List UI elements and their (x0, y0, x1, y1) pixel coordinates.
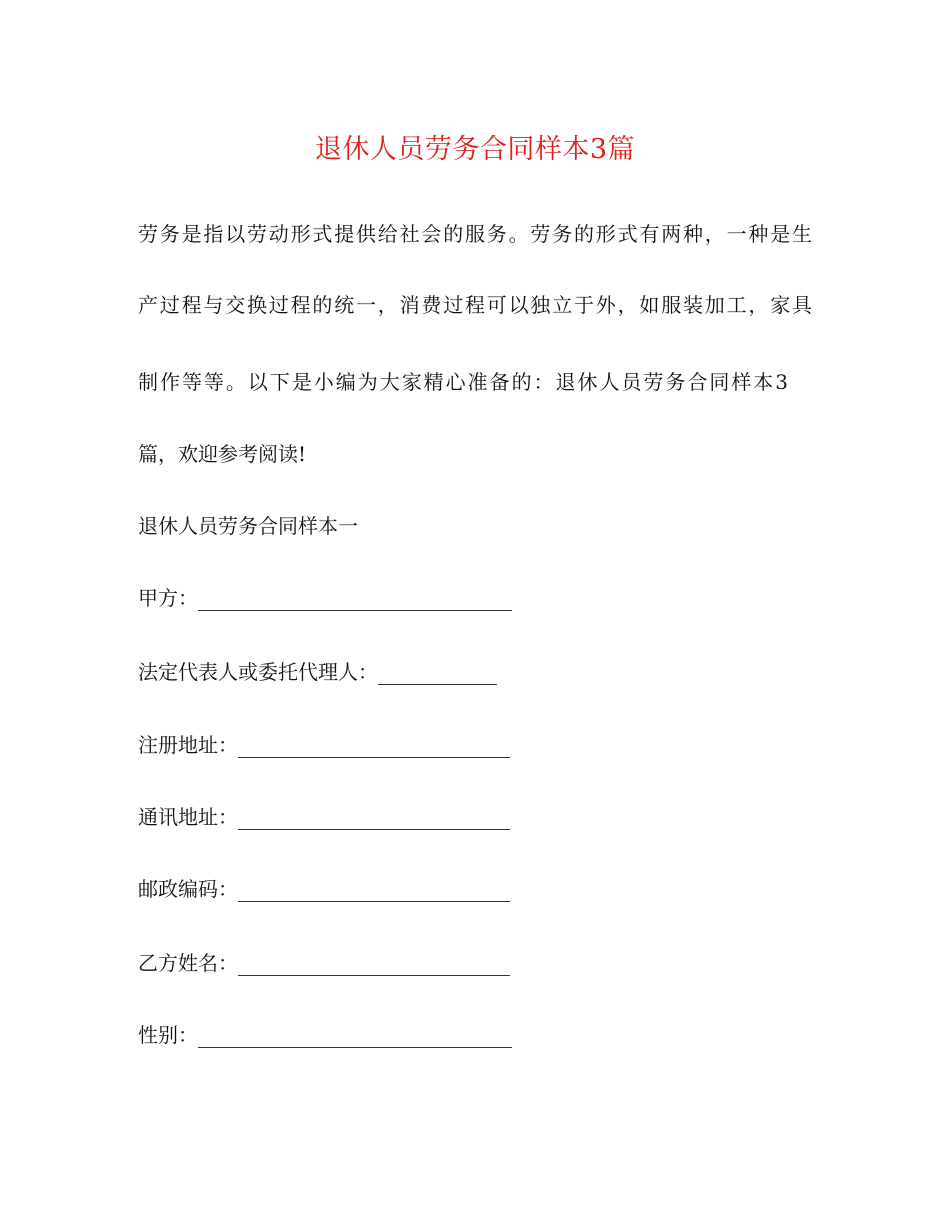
field-label: 通讯地址： (138, 805, 238, 829)
field-postal-code (138, 875, 510, 903)
postal-code-blank[interactable] (238, 879, 510, 902)
mailing-address-blank[interactable] (238, 807, 510, 830)
document-title: 退休人员劳务合同样本3篇 (314, 134, 636, 165)
field-label: 性别： (138, 1023, 198, 1047)
intro-line-1: 劳务是指以劳动形式提供给社会的服务。劳务的形式有两种，一种是生 (138, 222, 812, 246)
intro-line-2: 产过程与交换过程的统一，消费过程可以独立于外，如服装加工，家具 (138, 293, 812, 317)
party-b-name-blank[interactable] (238, 953, 510, 976)
field-mailing-address (138, 803, 510, 831)
registered-address-blank[interactable] (238, 735, 510, 758)
field-label: 邮政编码： (138, 877, 238, 901)
gender-blank[interactable] (198, 1025, 512, 1048)
field-label: 甲方： (138, 586, 198, 610)
section-heading: 退休人员劳务合同样本一 (138, 514, 358, 538)
intro-line-4: 篇，欢迎参考阅读! (138, 442, 307, 466)
field-party-b-name (138, 949, 510, 977)
party-a-blank[interactable] (198, 588, 512, 611)
field-legal-representative (138, 658, 497, 686)
field-label: 乙方姓名： (138, 951, 238, 975)
intro-line-3: 制作等等。以下是小编为大家精心准备的：退休人员劳务合同样本3 (138, 370, 788, 394)
field-registered-address (138, 731, 510, 759)
field-label: 注册地址： (138, 733, 238, 757)
field-gender (138, 1021, 512, 1049)
legal-representative-blank[interactable] (378, 662, 497, 685)
field-party-a (138, 584, 512, 612)
field-label: 法定代表人或委托代理人： (138, 660, 378, 684)
